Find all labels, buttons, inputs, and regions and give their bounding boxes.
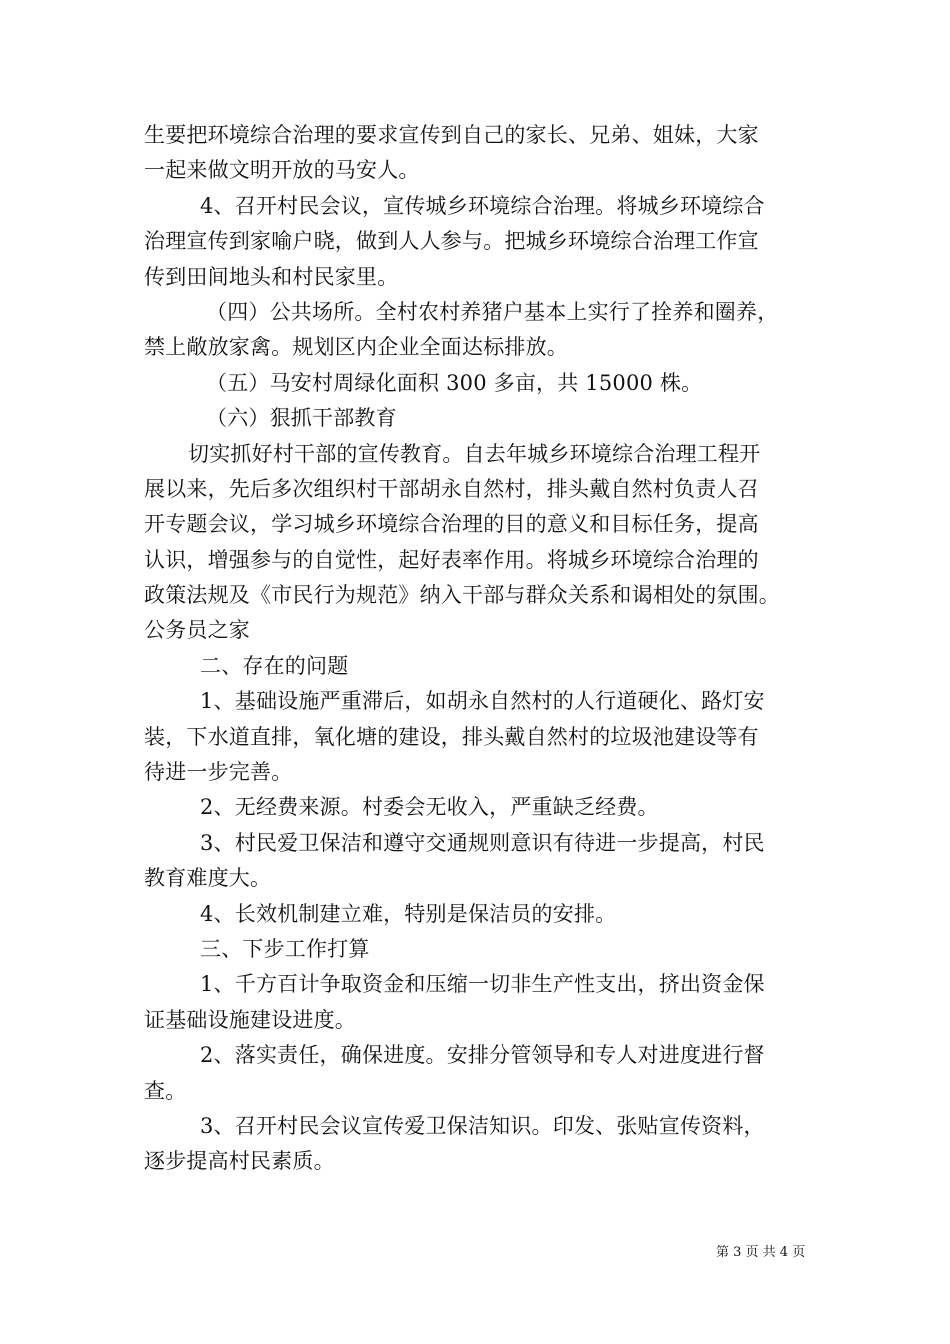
- section-heading: （六）狠抓干部教育: [206, 406, 397, 431]
- section-heading: 三、下步工作打算: [200, 936, 370, 961]
- document-body: [144, 118, 834, 1180]
- text-line: 教育难度大。: [144, 866, 272, 891]
- text-line: 一起来做文明开放的马安人。: [144, 158, 420, 183]
- text-line: 公务员之家: [144, 618, 250, 643]
- text-line: 3、村民爱卫保洁和遵守交通规则意识有待进一步提高，村民: [200, 830, 765, 855]
- text-line: 2、落实责任，确保进度。安排分管领导和专人对进度进行督: [200, 1043, 765, 1068]
- section-heading: 二、存在的问题: [200, 653, 349, 678]
- text-line: 政策法规及《市民行为规范》纳入干部与群众关系和谒相处的氛围。: [144, 583, 780, 608]
- text-line: 治理宣传到家喻户晓，做到人人参与。把城乡环境综合治理工作宣: [144, 229, 759, 254]
- text-line: 传到田间地头和村民家里。: [144, 264, 399, 289]
- text-line: 1、千方百计争取资金和压缩一切非生产性支出，挤出资金保: [200, 972, 765, 997]
- text-line: 3、召开村民会议宣传爱卫保洁知识。印发、张贴宣传资料，: [200, 1113, 765, 1138]
- text-line: 切实抓好村干部的宣传教育。自去年城乡环境综合治理工程开: [188, 441, 761, 466]
- text-line: 逐步提高村民素质。: [144, 1149, 335, 1174]
- text-line: 查。: [144, 1078, 187, 1103]
- text-line: 装，下水道直排，氧化塘的建设，排头戴自然村的垃圾池建设等有: [144, 724, 759, 749]
- text-line: 生要把环境综合治理的要求宣传到自己的家长、兄弟、姐妹，大家: [144, 123, 759, 147]
- text-line: （五）马安村周绿化面积 300 多亩，共 15000 株。: [206, 370, 703, 395]
- page-number: 第 3 页 共 4 页: [716, 1245, 806, 1260]
- text-line: 4、召开村民会议，宣传城乡环境综合治理。将城乡环境综合: [200, 193, 765, 218]
- text-line: 开专题会议，学习城乡环境综合治理的目的意义和目标任务，提高: [144, 512, 759, 537]
- text-line: 禁上敞放家禽。规划区内企业全面达标排放。: [144, 335, 568, 360]
- text-line: 4、长效机制建立难，特别是保洁员的安排。: [200, 901, 617, 926]
- text-line: （四）公共场所。全村农村养猪户基本上实行了拴养和圈养，: [206, 299, 779, 324]
- text-line: 证基础设施建设进度。: [144, 1007, 356, 1032]
- text-line: 认识，增强参与的自觉性，起好表率作用。将城乡环境综合治理的: [144, 547, 759, 572]
- text-line: 1、基础设施严重滞后，如胡永自然村的人行道硬化、路灯安: [200, 689, 765, 714]
- text-line: 待进一步完善。: [144, 760, 293, 785]
- text-line: 2、无经费来源。村委会无收入，严重缺乏经费。: [200, 795, 659, 820]
- text-line: 展以来，先后多次组织村干部胡永自然村，排头戴自然村负责人召: [144, 476, 759, 501]
